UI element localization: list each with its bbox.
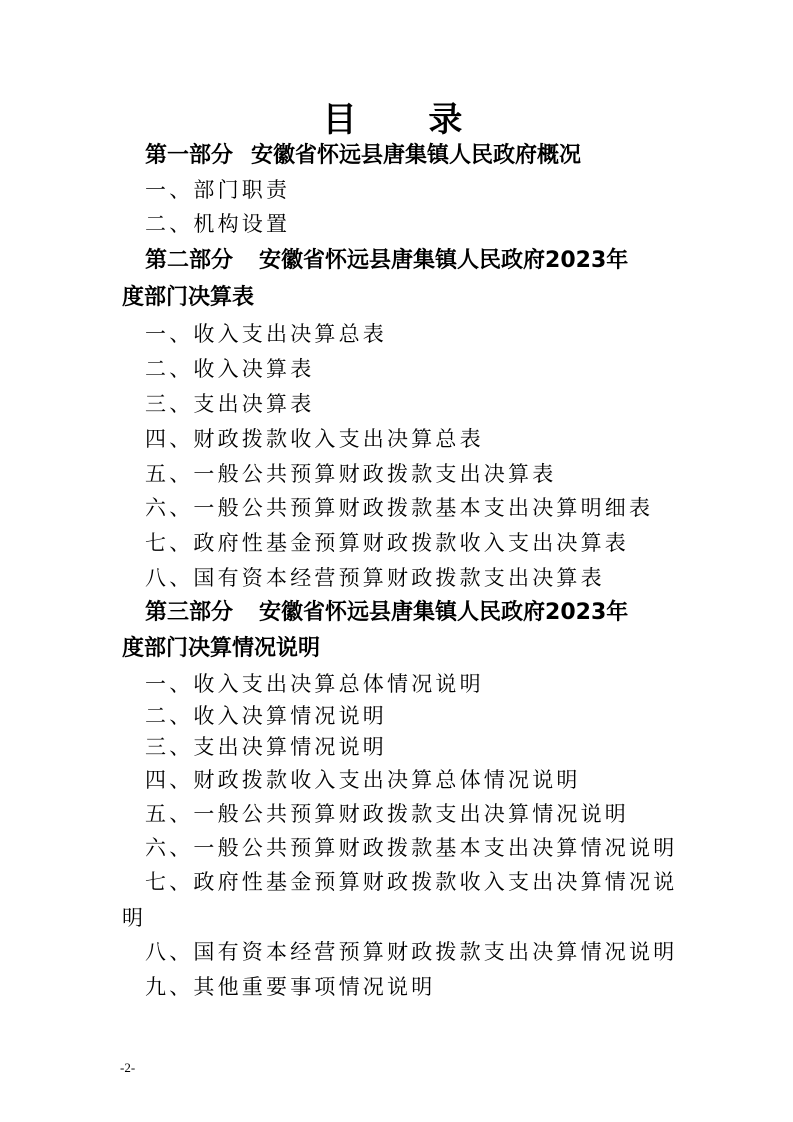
- part2-heading-title: 安徽省怀远县唐集镇人民政府2023年: [259, 248, 629, 273]
- toc-item: 二、收入决算表: [145, 357, 315, 381]
- part3-heading: [145, 598, 628, 628]
- toc-item: 一、收入支出决算总表: [145, 322, 387, 346]
- toc-item: 六、一般公共预算财政拨款基本支出决算情况说明: [145, 836, 678, 860]
- page-number: -2-: [120, 1060, 136, 1075]
- part1-heading-title: 安徽省怀远县唐集镇人民政府概况: [251, 143, 582, 168]
- toc-item: 八、国有资本经营预算财政拨款支出决算表: [145, 566, 605, 590]
- part2-heading-continued: 度部门决算表: [122, 285, 255, 310]
- toc-item: 七、政府性基金预算财政拨款收入支出决算情况说: [145, 870, 678, 894]
- part3-heading-continued: 度部门决算情况说明: [122, 636, 321, 661]
- toc-item: 七、政府性基金预算财政拨款收入支出决算表: [145, 531, 629, 555]
- toc-item: 九、其他重要事项情况说明: [145, 975, 436, 999]
- toc-item-continued: 明: [122, 906, 147, 930]
- toc-item: 二、收入决算情况说明: [145, 704, 387, 728]
- part3-heading-label: 第三部分: [145, 600, 234, 625]
- part1-heading-label: 第一部分: [145, 143, 234, 168]
- part2-heading-label: 第二部分: [145, 248, 234, 273]
- part2-heading: [145, 246, 628, 276]
- toc-item: 三、支出决算情况说明: [145, 735, 387, 759]
- toc-title: 目 录: [322, 100, 493, 140]
- part1-heading: [145, 141, 581, 171]
- toc-item: 八、国有资本经营预算财政拨款支出决算情况说明: [145, 940, 678, 964]
- toc-item: 四、财政拨款收入支出决算总表: [145, 427, 484, 451]
- toc-item: 一、部门职责: [145, 178, 291, 202]
- toc-item: 三、支出决算表: [145, 392, 315, 416]
- toc-item: 六、一般公共预算财政拨款基本支出决算明细表: [145, 496, 654, 520]
- toc-item: 一、收入支出决算总体情况说明: [145, 672, 484, 696]
- toc-item: 二、机构设置: [145, 212, 291, 236]
- part3-heading-title: 安徽省怀远县唐集镇人民政府2023年: [259, 600, 629, 625]
- toc-item: 五、一般公共预算财政拨款支出决算情况说明: [145, 802, 629, 826]
- toc-item: 五、一般公共预算财政拨款支出决算表: [145, 462, 557, 486]
- toc-item: 四、财政拨款收入支出决算总体情况说明: [145, 768, 581, 792]
